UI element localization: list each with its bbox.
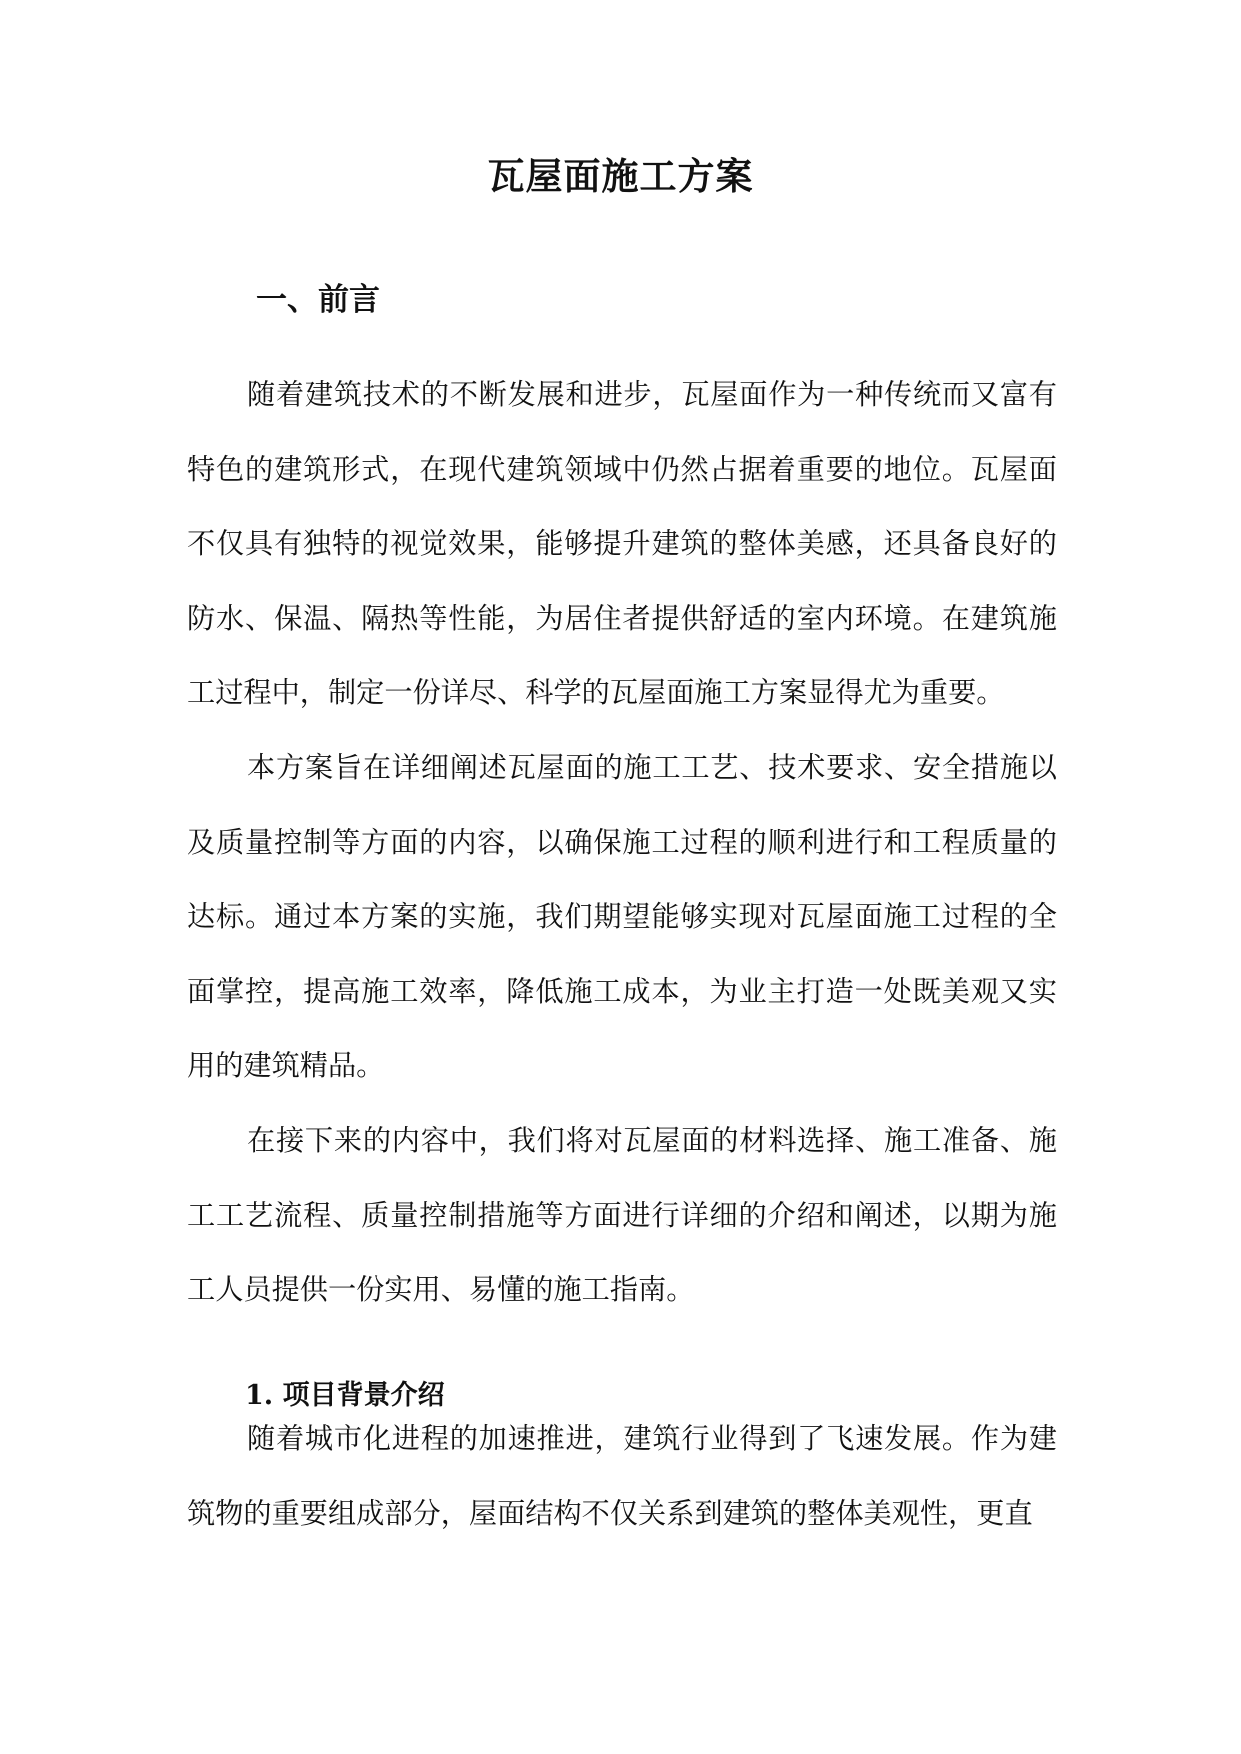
- preface-paragraph-3: 在接下来的内容中，我们将对瓦屋面的材料选择、施工准备、施工工艺流程、质量控制措施等方面进行详细的介绍和阐述，以期为施工人员提供一份实用、易懂的施工指南。: [187, 1124, 1057, 1306]
- document-title: 瓦屋面施工方案: [487, 154, 754, 198]
- subsection-heading-project-background: 1. 项目背景介绍: [245, 1380, 445, 1411]
- project-background-paragraph-1: 随着城市化进程的加速推进，建筑行业得到了飞速发展。作为建筑物的重要组成部分，屋面结构不仅关系到建筑的整体美观性，更直: [187, 1422, 1057, 1530]
- section-heading-preface: 一、前言: [256, 282, 380, 318]
- preface-paragraph-1: 随着建筑技术的不断发展和进步，瓦屋面作为一种传统而又富有特色的建筑形式，在现代建筑领域中仍然占据着重要的地位。瓦屋面不仅具有独特的视觉效果，能够提升建筑的整体美感，还具备良好的防水、保温、隔热等性能，为居住者提供舒适的室内环境。在建筑施工过程中，制定一份详尽、科学的瓦屋面施工方案显得尤为重要。: [187, 378, 1057, 709]
- preface-paragraph-2: 本方案旨在详细阐述瓦屋面的施工工艺、技术要求、安全措施以及质量控制等方面的内容，以确保施工过程的顺利进行和工程质量的达标。通过本方案的实施，我们期望能够实现对瓦屋面施工过程的全面掌控，提高施工效率，降低施工成本，为业主打造一处既美观又实用的建筑精品。: [187, 751, 1057, 1082]
